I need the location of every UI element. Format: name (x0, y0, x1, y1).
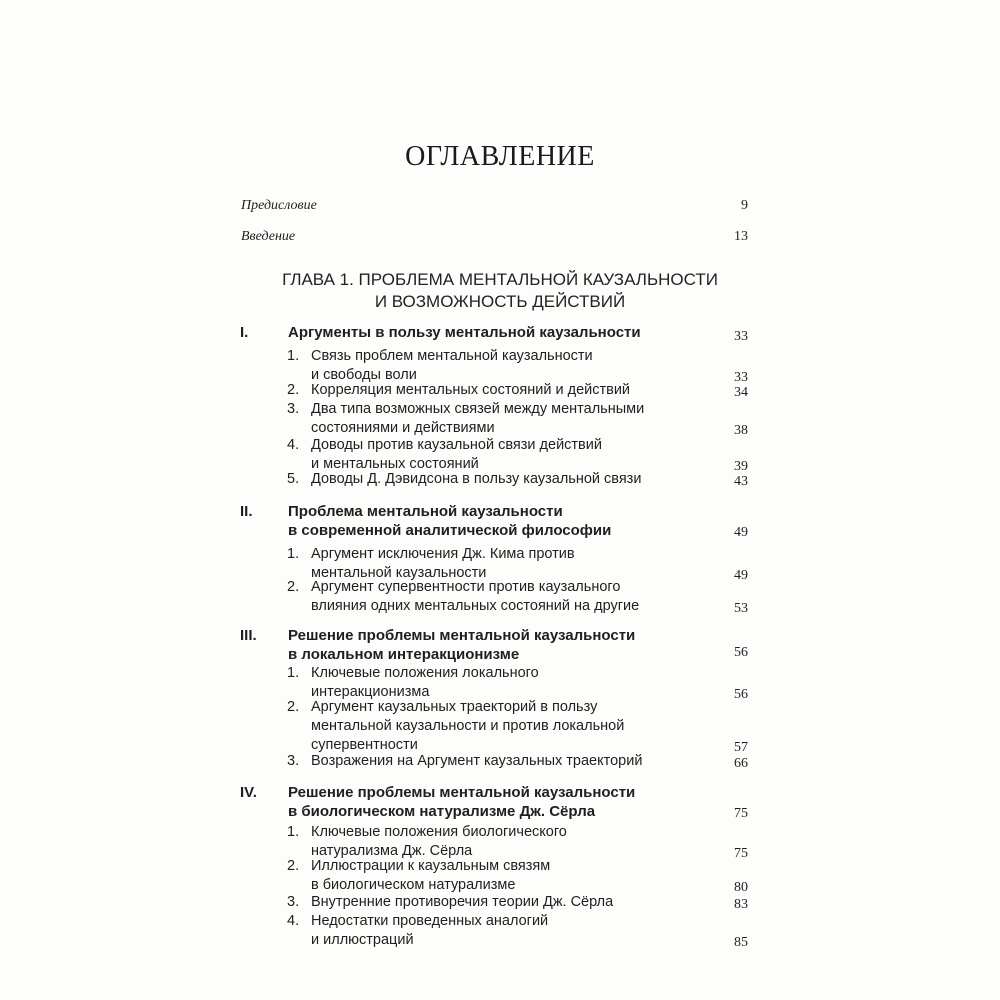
section-number: IV. (240, 784, 257, 801)
subsection-title-line: Аргумент каузальных траекторий в пользу (311, 699, 598, 715)
page-number: 33 (734, 329, 748, 344)
section-number: I. (240, 324, 249, 341)
section-title-line: Аргументы в пользу ментальной каузальности (288, 324, 641, 341)
page-number: 57 (734, 740, 748, 755)
subsection-number: 4. (287, 437, 300, 453)
subsection-title-line: Корреляция ментальных состояний и действий (311, 382, 631, 398)
subsection-title-line: супервентности (311, 737, 418, 753)
subsection-number: 1. (287, 824, 300, 840)
page-number: 39 (734, 459, 748, 474)
page-number: 56 (734, 687, 748, 702)
subsection-title-line: Ключевые положения биологического (311, 824, 567, 840)
page-number: 80 (734, 880, 748, 895)
subsection-title-line: состояниями и действиями (311, 420, 495, 436)
subsection-title-line: Возражения на Аргумент каузальных траекторий (311, 753, 643, 769)
toc-entry-label: Предисловие (241, 198, 317, 213)
subsection-title-line: Два типа возможных связей между ментальными (311, 401, 645, 417)
chapter-heading-line: ГЛАВА 1. ПРОБЛЕМА МЕНТАЛЬНОЙ КАУЗАЛЬНОСТИ (282, 270, 718, 289)
subsection-title-line: и свободы воли (311, 367, 417, 383)
page-number: 56 (734, 645, 748, 660)
page-number: 49 (734, 525, 748, 540)
page-number: 83 (734, 897, 748, 912)
section-number: III. (240, 627, 257, 644)
subsection-title-line: влияния одних ментальных состояний на другие (311, 598, 640, 614)
subsection-title-line: Недостатки проведенных аналогий (311, 913, 549, 929)
section-title-line: Проблема ментальной каузальности (288, 503, 563, 520)
subsection-number: 2. (287, 579, 300, 595)
subsection-number: 1. (287, 546, 300, 562)
subsection-number: 4. (287, 913, 300, 929)
page-number: 49 (734, 568, 748, 583)
subsection-title-line: ментальной каузальности и против локальной (311, 718, 625, 734)
subsection-title-line: и ментальных состояний (311, 456, 479, 472)
subsection-number: 1. (287, 665, 300, 681)
subsection-title-line: Связь проблем ментальной каузальности (311, 348, 593, 364)
subsection-number: 3. (287, 753, 300, 769)
subsection-title-line: Доводы против каузальной связи действий (311, 437, 602, 453)
subsection-title-line: в биологическом натурализме (311, 877, 516, 893)
subsection-title-line: Аргумент исключения Дж. Кима против (311, 546, 575, 562)
page-number: 34 (734, 385, 748, 400)
page-number: 75 (734, 806, 748, 821)
page-number: 33 (734, 370, 748, 385)
subsection-title-line: Доводы Д. Дэвидсона в пользу каузальной связи (311, 471, 642, 487)
subsection-title-line: и иллюстраций (311, 932, 414, 948)
page-number: 53 (734, 601, 748, 616)
subsection-number: 3. (287, 894, 300, 910)
subsection-number: 3. (287, 401, 300, 417)
section-title-line: в современной аналитической философии (288, 522, 612, 539)
page-number: 75 (734, 846, 748, 861)
page-number: 13 (734, 229, 748, 244)
subsection-title-line: Ключевые положения локального (311, 665, 539, 681)
subsection-number: 1. (287, 348, 300, 364)
section-title-line: в локальном интеракционизме (288, 646, 520, 663)
subsection-title-line: интеракционизма (311, 684, 430, 700)
section-number: II. (240, 503, 253, 520)
section-title-line: Решение проблемы ментальной каузальности (288, 627, 636, 644)
toc-entry-label: Введение (241, 229, 296, 244)
page-number: 43 (734, 474, 748, 489)
subsection-title-line: ментальной каузальности (311, 565, 487, 581)
subsection-number: 5. (287, 471, 300, 487)
page-number: 66 (734, 756, 748, 771)
toc-entry-preface (241, 198, 748, 214)
subsection-number: 2. (287, 699, 300, 715)
section-title-line: в биологическом натурализме Дж. Сёрла (288, 803, 596, 820)
chapter-heading (0, 269, 1000, 313)
toc-entry-introduction (241, 229, 748, 245)
section-title-line: Решение проблемы ментальной каузальности (288, 784, 636, 801)
subsection-number: 2. (287, 858, 300, 874)
subsection-number: 2. (287, 382, 300, 398)
subsection-title-line: натурализма Дж. Сёрла (311, 843, 473, 859)
subsection-title-line: Внутренние противоречия теории Дж. Сёрла (311, 894, 614, 910)
subsection-title-line: Аргумент супервентности против каузального (311, 579, 621, 595)
chapter-heading-line: И ВОЗМОЖНОСТЬ ДЕЙСТВИЙ (374, 292, 626, 311)
page-title: ОГЛАВЛЕНИЕ (405, 141, 595, 172)
page-number: 9 (741, 198, 748, 213)
page-number: 85 (734, 935, 748, 950)
page-number: 38 (734, 423, 748, 438)
subsection-title-line: Иллюстрации к каузальным связям (311, 858, 551, 874)
